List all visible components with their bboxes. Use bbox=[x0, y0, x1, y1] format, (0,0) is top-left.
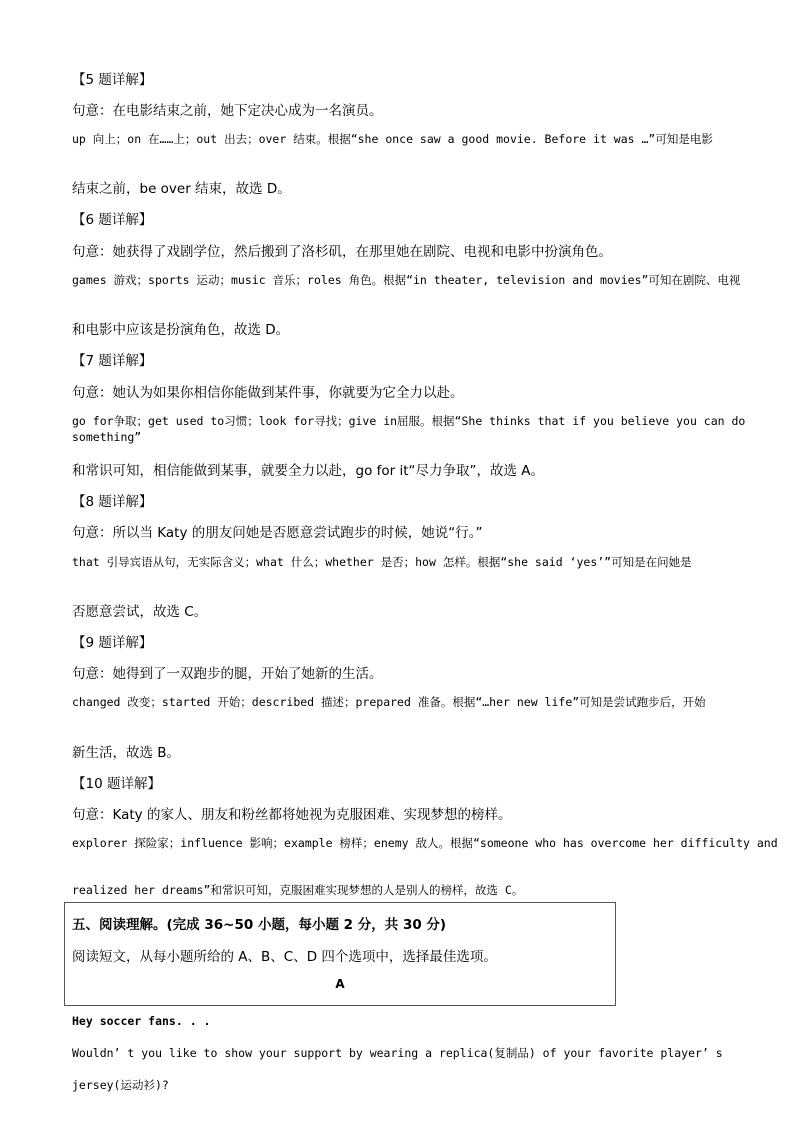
q6-conclusion: 和电影中应该是扮演角色，故选 D。 bbox=[72, 322, 290, 338]
q9-heading: 【9 题详解】 bbox=[72, 635, 153, 651]
q8-meaning: 句意：所以当 Katy 的朋友问她是否愿意尝试跑步的时候，她说“行。” bbox=[72, 525, 483, 541]
passage-label: A bbox=[335, 977, 345, 991]
q5-options: up 向上；on 在……上；out 出去；over 结束。根据“she once saw a good movie. Before it was …”可知是电影 bbox=[72, 132, 713, 146]
section-title: 五、阅读理解。(完成 36~50 小题，每小题 2 分，共 30 分) bbox=[72, 917, 447, 933]
passage-line-2: jersey(运动衫)? bbox=[72, 1078, 169, 1092]
q10-conclusion: realized her dreams”和常识可知，克服困难实现梦想的人是别人的榜样，故选 C。 bbox=[72, 883, 524, 897]
q7-meaning: 句意：她认为如果你相信你能做到某件事，你就要为它全力以赴。 bbox=[72, 385, 464, 401]
q10-meaning: 句意：Katy 的家人、朋友和粉丝都将她视为克服困难、实现梦想的榜样。 bbox=[72, 807, 512, 823]
q6-options: games 游戏；sports 运动；music 音乐；roles 角色。根据“in theater, television and movies”可知在剧院、电视 bbox=[72, 273, 741, 287]
q8-options: that 引导宾语从句，无实际含义；what 什么；whether 是否；how 怎样。根据“she said ‘yes’”可知是在问她是 bbox=[72, 555, 692, 569]
q9-conclusion: 新生活，故选 B。 bbox=[72, 745, 181, 761]
q6-heading: 【6 题详解】 bbox=[72, 212, 153, 228]
q6-meaning: 句意：她获得了戏剧学位，然后搬到了洛杉矶，在那里她在剧院、电视和电影中扮演角色。 bbox=[72, 244, 612, 260]
q5-meaning: 句意：在电影结束之前，她下定决心成为一名演员。 bbox=[72, 103, 383, 119]
q7-heading: 【7 题详解】 bbox=[72, 353, 153, 369]
q8-heading: 【8 题详解】 bbox=[72, 494, 153, 510]
q9-options: changed 改变；started 开始；described 描述；prepared 准备。根据“…her new life”可知是尝试跑步后，开始 bbox=[72, 695, 706, 709]
q9-meaning: 句意：她得到了一双跑步的腿，开始了她新的生活。 bbox=[72, 666, 383, 682]
reading-section-box bbox=[64, 902, 616, 1006]
q7-conclusion: 和常识可知，相信能做到某事，就要全力以赴，go for it“尽力争取”，故选 A。 bbox=[72, 463, 545, 479]
q5-heading: 【5 题详解】 bbox=[72, 72, 153, 88]
passage-line-1: Wouldn’ t you like to show your support by wearing a replica(复制品) of your favorite player’ s bbox=[72, 1046, 723, 1060]
passage-greeting: Hey soccer fans. . . bbox=[72, 1014, 211, 1028]
q10-heading: 【10 题详解】 bbox=[72, 776, 161, 792]
q8-conclusion: 否愿意尝试，故选 C。 bbox=[72, 604, 208, 620]
q5-conclusion: 结束之前，be over 结束，故选 D。 bbox=[72, 181, 291, 197]
section-instruction: 阅读短文，从每小题所给的 A、B、C、D 四个选项中，选择最佳选项。 bbox=[72, 949, 497, 965]
q10-options: explorer 探险家；influence 影响；example 榜样；enemy 敌人。根据“someone who has overcome her difficulty and bbox=[72, 836, 778, 850]
q7-options: go for争取；get used to习惯；look for寻找；give in屈服。根据“She thinks that if you believe you can do something” bbox=[72, 414, 746, 444]
